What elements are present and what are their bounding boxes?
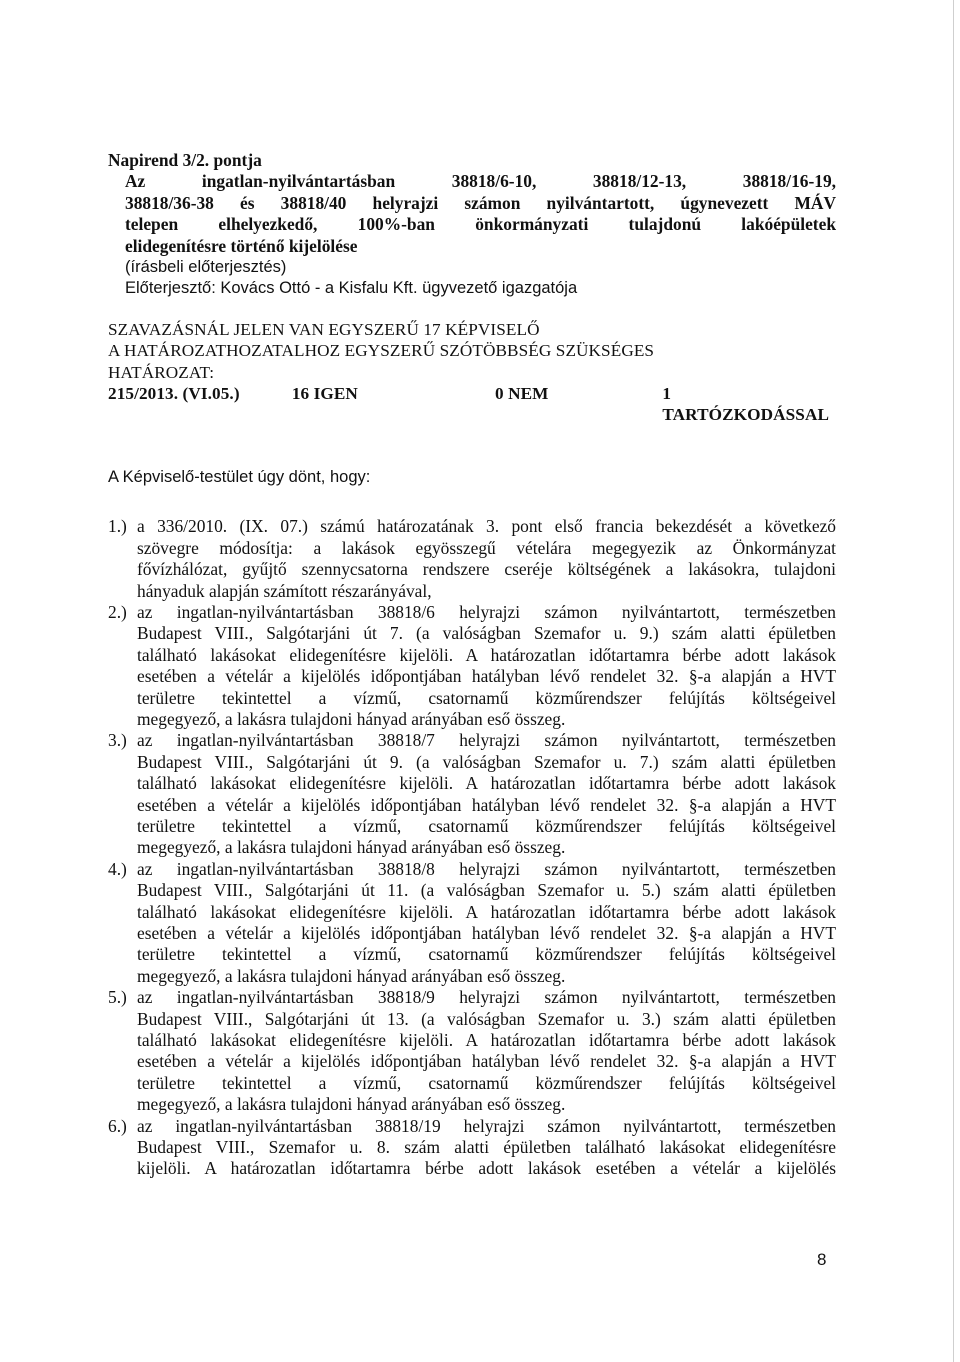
item-body <box>137 1116 836 1180</box>
vote-no: 0 NEM <box>495 384 549 404</box>
item-line: szövegre módosítja: a lakások egyösszegű vételára megegyezik az Önkormányzat <box>137 537 836 558</box>
item-line: az ingatlan-nyilvántartásban 38818/6 helyrajzi számon nyilvántartott, természetben <box>137 601 836 622</box>
presenter: Előterjesztő: Kovács Ottó - a Kisfalu Kft. ügyvezető igazgatója <box>125 279 578 298</box>
item-line: Budapest VIII., Salgótarjáni út 7. (a valóságban Szemafor u. 9.) szám alatti épületben <box>137 623 836 644</box>
decision-items <box>108 516 836 1180</box>
item-line: kijelöli. A határozatlan időtartamra bérbe adott lakások esetében a vételár a kijelölés <box>137 1158 836 1179</box>
item-line: Budapest VIII., Salgótarjáni út 13. (a valóságban Szemafor u. 3.) szám alatti épületben <box>137 1008 836 1029</box>
item-body <box>137 859 836 987</box>
decision-item <box>108 602 836 730</box>
item-line: található lakásokat elidegenítésre kijelöli. A határozatlan időtartamra bérbe adott lakások <box>137 1030 836 1051</box>
agenda-title-line: telepen elhelyezkedő, 100%-ban önkormányzati tulajdonú lakóépületek <box>125 214 836 235</box>
item-number: 6.) <box>108 1115 127 1136</box>
item-line: Budapest VIII., Salgótarjáni út 11. (a valóságban Szemafor u. 5.) szám alatti épületben <box>137 880 836 901</box>
item-line: fővízhálózat, gyűjtő szennycsatorna rendszere cseréje költségének a lakásokra, tulajdoni <box>137 559 836 580</box>
item-line: területre tekintettel a vízmű, csatornamű közműrendszer felújítás költségeivel <box>137 944 836 965</box>
item-line: a 336/2010. (IX. 07.) számú határozatának 3. pont első francia bekezdését a következő <box>137 516 836 537</box>
decision-label: HATÁROZAT: <box>108 362 215 382</box>
decision-number: 215/2013. (VI.05.) <box>108 384 240 404</box>
item-line: területre tekintettel a vízmű, csatornamű közműrendszer felújítás költségeivel <box>137 815 836 836</box>
agenda-title-line: Az ingatlan-nyilvántartásban 38818/6-10, 38818/12-13, 38818/16-19, <box>125 171 836 192</box>
item-line: található lakásokat elidegenítésre kijelöli. A határozatlan időtartamra bérbe adott lakások <box>137 901 836 922</box>
item-line: az ingatlan-nyilvántartásban 38818/7 helyrajzi számon nyilvántartott, természetben <box>137 730 836 751</box>
item-number: 2.) <box>108 601 127 622</box>
agenda-title-line: elidegenítésre történő kijelölése <box>125 235 358 256</box>
decision-item <box>108 516 836 602</box>
decision-item <box>108 730 836 858</box>
item-line: esetében a vételár a kijelölés időpontjában hatályban lévő rendelet 32. §-a alapján a HVT <box>137 666 836 687</box>
item-body <box>137 516 836 602</box>
agenda-label: Napirend 3/2. pontja <box>108 150 262 170</box>
item-line: esetében a vételár a kijelölés időpontjában hatályban lévő rendelet 32. §-a alapján a HVT <box>137 1051 836 1072</box>
item-line: hányaduk alapján számított részarányával, <box>137 580 432 601</box>
item-number: 1.) <box>108 516 127 537</box>
agenda-heading <box>125 171 836 299</box>
page-number: 8 <box>817 1250 827 1269</box>
item-line: területre tekintettel a vízmű, csatornamű közműrendszer felújítás költségeivel <box>137 687 836 708</box>
item-line: található lakásokat elidegenítésre kijelöli. A határozatlan időtartamra bérbe adott lakások <box>137 773 836 794</box>
item-number: 3.) <box>108 730 127 751</box>
item-line: területre tekintettel a vízmű, csatornamű közműrendszer felújítás költségeivel <box>137 1072 836 1093</box>
item-line: esetében a vételár a kijelölés időpontjában hatályban lévő rendelet 32. §-a alapján a HVT <box>137 794 836 815</box>
vote-majority: A HATÁROZATHOZATALHOZ EGYSZERŰ SZÓTÖBBSÉG SZÜKSÉGES <box>108 341 655 361</box>
decision-item <box>108 859 836 987</box>
vote-abstain: 1 TARTÓZKODÁSSAL <box>662 384 830 425</box>
item-line: megegyező, a lakásra tulajdoni hányad arányában eső összeg. <box>137 708 566 729</box>
item-line: megegyező, a lakásra tulajdoni hányad arányában eső összeg. <box>137 837 566 858</box>
agenda-title-line: 38818/36-38 és 38818/40 helyrajzi számon nyilvántartott, úgynevezett MÁV <box>125 192 836 213</box>
submission-type: (írásbeli előterjesztés) <box>125 258 287 277</box>
decision-item <box>108 987 836 1115</box>
vote-yes: 16 IGEN <box>291 384 358 404</box>
vote-block <box>108 319 836 426</box>
item-line: az ingatlan-nyilvántartásban 38818/8 helyrajzi számon nyilvántartott, természetben <box>137 858 836 879</box>
item-body <box>137 602 836 730</box>
item-line: megegyező, a lakásra tulajdoni hányad arányában eső összeg. <box>137 1094 566 1115</box>
vote-result <box>108 383 836 426</box>
item-number: 4.) <box>108 858 127 879</box>
item-line: Budapest VIII., Salgótarjáni út 9. (a valóságban Szemafor u. 7.) szám alatti épületben <box>137 751 836 772</box>
item-line: az ingatlan-nyilvántartásban 38818/19 helyrajzi számon nyilvántartott, természetben <box>137 1115 836 1136</box>
item-body <box>137 987 836 1115</box>
document-content <box>108 150 836 1180</box>
item-line: megegyező, a lakásra tulajdoni hányad arányában eső összeg. <box>137 965 566 986</box>
decision-intro: A Képviselő-testület úgy dönt, hogy: <box>108 467 371 486</box>
item-line: az ingatlan-nyilvántartásban 38818/9 helyrajzi számon nyilvántartott, természetben <box>137 987 836 1008</box>
item-number: 5.) <box>108 987 127 1008</box>
decision-item <box>108 1116 836 1180</box>
item-line: található lakásokat elidegenítésre kijelöli. A határozatlan időtartamra bérbe adott lakások <box>137 644 836 665</box>
item-line: Budapest VIII., Szemafor u. 8. szám alatti épületben található lakásokat elidegenítésre <box>137 1137 836 1158</box>
scan-edge-line <box>953 0 954 1362</box>
item-line: esetében a vételár a kijelölés időpontjában hatályban lévő rendelet 32. §-a alapján a HVT <box>137 923 836 943</box>
item-body <box>137 730 836 858</box>
vote-present: SZAVAZÁSNÁL JELEN VAN EGYSZERŰ 17 KÉPVISELŐ <box>108 319 540 339</box>
